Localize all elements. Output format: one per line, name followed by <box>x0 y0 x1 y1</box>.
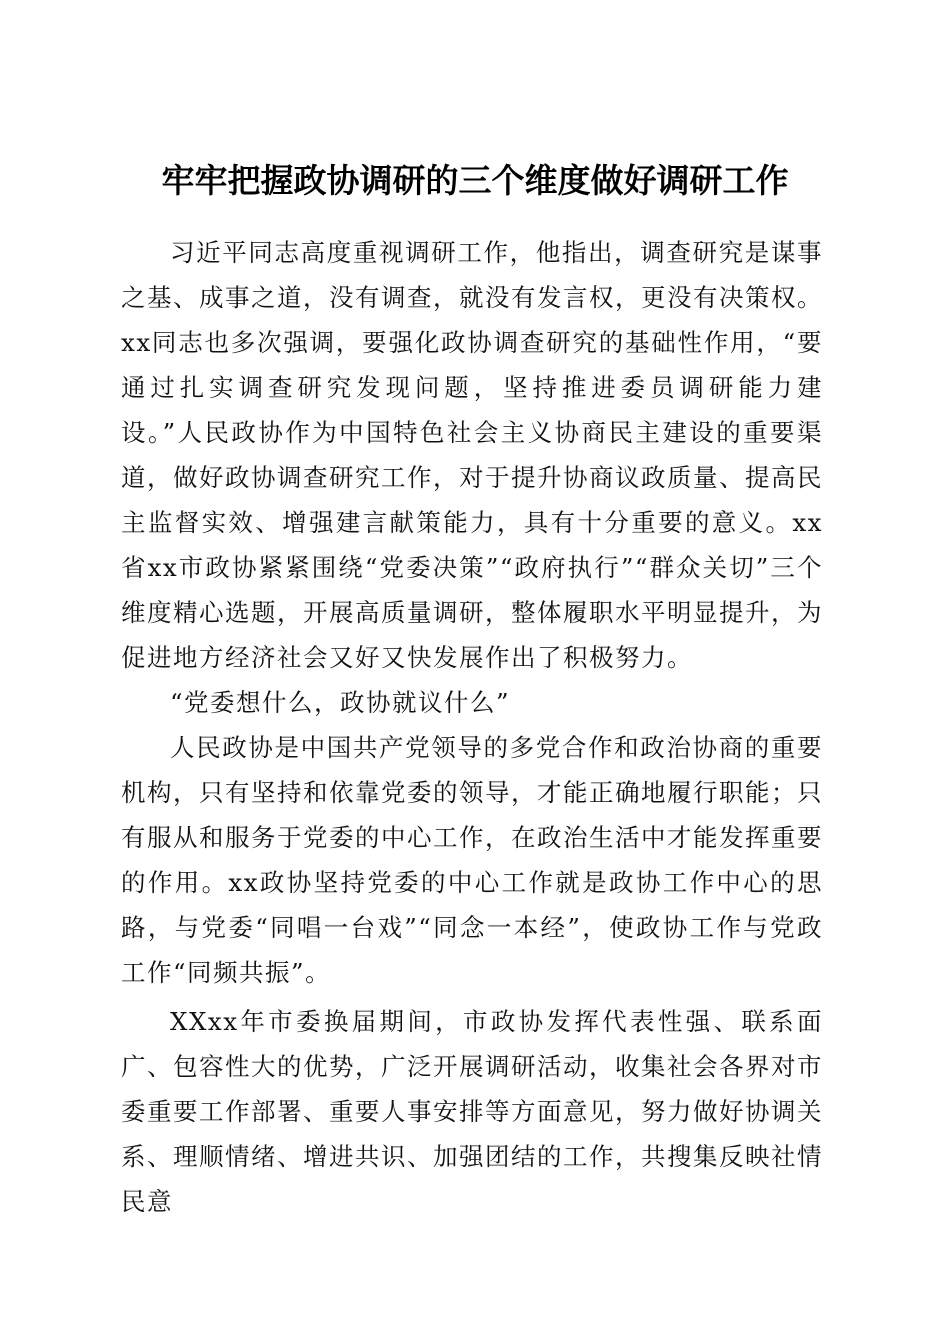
body-paragraph: 人民政协是中国共产党领导的多党合作和政治协商的重要机构，只有坚持和依靠党委的领导，才能正确地履行职能；只有服从和服务于党委的中心工作，在政治生活中才能发挥重要的作用。xx政协坚持党委的中心工作就是政协工作中心的思路，与党委“同唱一台戏”“同念一本经”，使政协工作与党政工作“同频共振”。 <box>121 733 823 987</box>
document-body <box>121 230 823 1224</box>
section-heading: “党委想什么，政协就议什么” <box>170 688 511 717</box>
document-title: 牢牢把握政协调研的三个维度做好调研工作 <box>161 161 789 201</box>
body-paragraph: XXxx年市委换届期间，市政协发挥代表性强、联系面广、包容性大的优势，广泛开展调研活动，收集社会各界对市委重要工作部署、重要人事安排等方面意见，努力做好协调关系、理顺情绪、增进共识、加强团结的工作，共搜集反映社情民意 <box>121 1007 823 1216</box>
body-paragraph-intro: 习近平同志高度重视调研工作，他指出，调查研究是谋事之基、成事之道，没有调查，就没有发言权，更没有决策权。xx同志也多次强调，要强化政协调查研究的基础性作用，“要通过扎实调查研究发现问题，坚持推进委员调研能力建设。”人民政协作为中国特色社会主义协商民主建设的重要渠道，做好政协调查研究工作，对于提升协商议政质量、提高民主监督实效、增强建言献策能力，具有十分重要的意义。xx省xx市政协紧紧围绕“党委决策”“政府执行”“群众关切”三个维度精心选题，开展高质量调研，整体履职水平明显提升，为促进地方经济社会又好又快发展作出了积极努力。 <box>121 238 823 672</box>
